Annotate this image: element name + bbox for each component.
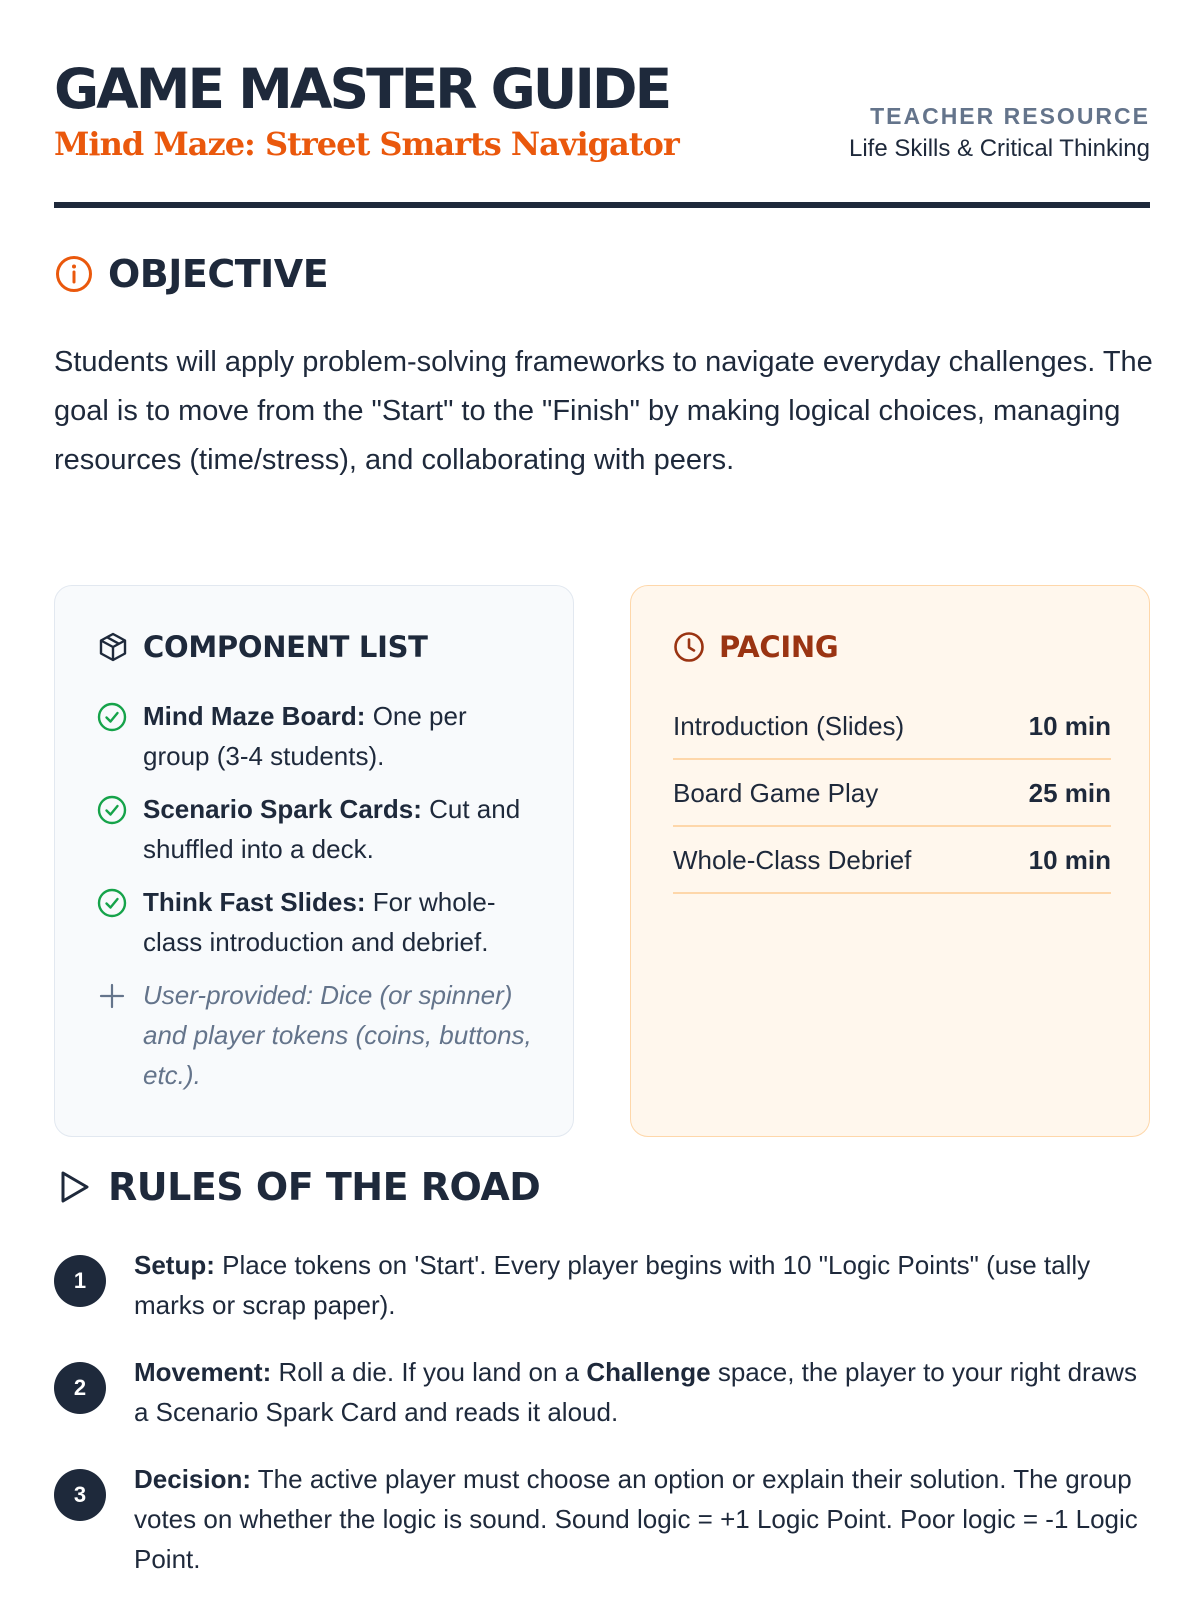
- component-list-title: COMPONENT LIST: [143, 630, 428, 664]
- rules-title: RULES OF THE ROAD: [108, 1165, 541, 1209]
- component-list: [97, 696, 537, 1108]
- list-item: [97, 696, 537, 776]
- play-icon: [54, 1167, 94, 1207]
- objective-heading: [54, 252, 328, 296]
- box-icon: [97, 631, 129, 663]
- list-item: [97, 882, 537, 962]
- pacing-time: 10 min: [1028, 711, 1111, 741]
- check-circle-icon: [97, 795, 127, 825]
- component-list-card: [54, 585, 574, 1137]
- resource-subject: Life Skills & Critical Thinking: [849, 135, 1150, 162]
- pacing-activity: Introduction (Slides): [673, 711, 905, 741]
- rule-keyword: Challenge: [586, 1357, 711, 1387]
- rule-item: [54, 1459, 1150, 1579]
- rule-text: Roll a die. If you land on a: [278, 1357, 580, 1387]
- pacing-row: [673, 693, 1111, 760]
- rules-heading: [54, 1165, 540, 1209]
- check-circle-icon: [97, 702, 127, 732]
- pacing-row: [673, 760, 1111, 827]
- rule-number-badge: 2: [54, 1362, 106, 1414]
- pacing-list: [673, 693, 1111, 894]
- component-desc: One per group (3-4 students).: [143, 701, 467, 771]
- component-desc: Cut and shuffled into a deck.: [143, 794, 521, 864]
- objective-text: Students will apply problem-solving frameworks to navigate everyday challenges. The goal is to move from the "Start" to the "Finish" by making logical choices, managing resources (time/stress), and collaborating with peers.: [54, 346, 1153, 476]
- user-provided-note: User-provided: Dice (or spinner) and player tokens (coins, buttons, etc.).: [143, 980, 532, 1090]
- list-item-user-provided: [97, 975, 537, 1095]
- rule-text: The active player must choose an option or explain their solution. The group votes on whether the logic is sound. Sound logic = +1 Logic Point. Poor logic = -1 Logic Point.: [134, 1464, 1138, 1574]
- rule-item: [54, 1352, 1150, 1432]
- rule-number-badge: 3: [54, 1469, 106, 1521]
- rule-text: Place tokens on 'Start'. Every player begins with 10 "Logic Points" (use tally marks or scrap paper).: [134, 1250, 1091, 1320]
- pacing-card: [630, 585, 1150, 1137]
- pacing-title: PACING: [719, 630, 839, 664]
- plus-icon: [97, 981, 127, 1011]
- page-title: GAME MASTER GUIDE: [54, 57, 670, 121]
- page-subtitle: Mind Maze: Street Smarts Navigator: [54, 125, 679, 163]
- rule-item: [54, 1245, 1150, 1325]
- pacing-time: 10 min: [1028, 845, 1111, 875]
- pacing-time: 25 min: [1028, 778, 1111, 808]
- page-header: [54, 56, 1150, 208]
- component-name: Scenario Spark Cards:: [143, 794, 422, 824]
- rule-title: Setup:: [134, 1250, 215, 1280]
- pacing-activity: Whole-Class Debrief: [673, 845, 912, 875]
- rule-title: Decision:: [134, 1464, 252, 1494]
- pacing-heading: [673, 630, 838, 664]
- component-name: Think Fast Slides:: [143, 887, 366, 917]
- clock-icon: [673, 631, 705, 663]
- component-desc: For whole-class introduction and debrief.: [143, 887, 496, 957]
- rule-number-badge: 1: [54, 1255, 106, 1307]
- pacing-row: [673, 827, 1111, 894]
- info-icon: [54, 254, 94, 294]
- rule-text: space, the player to your right draws a Scenario Spark Card and reads it aloud.: [134, 1357, 1137, 1427]
- rules-list: [54, 1245, 1150, 1606]
- rule-title: Movement:: [134, 1357, 272, 1387]
- check-circle-icon: [97, 888, 127, 918]
- resource-info: [849, 102, 1150, 166]
- list-item: [97, 789, 537, 869]
- component-list-heading: [97, 630, 428, 664]
- pacing-activity: Board Game Play: [673, 778, 879, 808]
- resource-label: TEACHER RESOURCE: [870, 103, 1150, 129]
- component-name: Mind Maze Board:: [143, 701, 366, 731]
- objective-title: OBJECTIVE: [108, 252, 329, 296]
